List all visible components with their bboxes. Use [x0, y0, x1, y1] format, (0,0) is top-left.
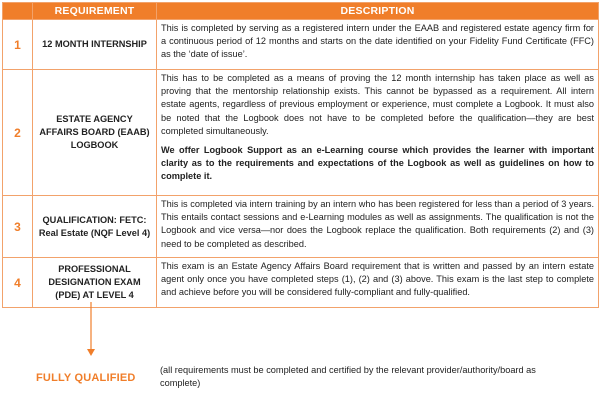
- row-description: [157, 20, 599, 70]
- row-requirement: QUALIFICATION: FETC: Real Estate (NQF Level 4): [33, 196, 157, 258]
- row-number: 3: [3, 196, 33, 258]
- table-row: [3, 196, 599, 258]
- description-highlight: We offer Logbook Support as an e-Learning course which provides the learner with important clarity as to the requirements and expectations of the Logbook as well as guidelines on how to complete it.: [161, 145, 594, 182]
- row-number: 1: [3, 20, 33, 70]
- down-arrow-icon: [85, 302, 97, 357]
- row-requirement: PROFESSIONAL DESIGNATION EXAM (PDE) AT LEVEL 4: [33, 258, 157, 308]
- header-requirement: REQUIREMENT: [33, 3, 157, 20]
- fully-qualified-label: FULLY QUALIFIED: [36, 372, 136, 384]
- header-number-cell: [3, 3, 33, 20]
- table-row: [3, 70, 599, 196]
- row-description: [157, 196, 599, 258]
- row-number: 2: [3, 70, 33, 196]
- requirements-table: [2, 2, 599, 308]
- row-description: [157, 258, 599, 308]
- row-number: 4: [3, 258, 33, 308]
- row-requirement: 12 MONTH INTERNSHIP: [33, 20, 157, 70]
- table-header-row: [3, 3, 599, 20]
- table-row: [3, 20, 599, 70]
- description-paragraph: This is completed by serving as a registered intern under the EAAB and registered estate agency firm for a continuous period of 12 months and starts on the date identified on your Fidelity Fund Certificate (FFC) as the ‘date of issue’.: [161, 23, 594, 60]
- table-row: [3, 258, 599, 308]
- description-paragraph: This is completed via intern training by an intern who has been registered for less than a period of 3 years. This entails contact sessions and e-Learning modules as well as assignments. The qualification is not the Logbook and vice versa—nor does the Logbook replace the qualification. Both requirements (2) and (3) need to be completed as described.: [161, 199, 594, 249]
- description-paragraph: This has to be completed as a means of proving the 12 month internship has taken place as well as proving that the mentorship relationship exists. This cannot be bypassed as a requirement. All intern estate agents, regardless of previous employment or experience, must complete a Logbook. It must also be noted that the Logbook does not have to be completed before the qualification—they are best completed simultaneously.: [161, 73, 594, 136]
- row-description: [157, 70, 599, 196]
- header-description: DESCRIPTION: [157, 3, 599, 20]
- fully-qualified-note: (all requirements must be completed and certified by the relevant provider/authority/board as complete): [160, 365, 536, 388]
- row-requirement: ESTATE AGENCY AFFAIRS BOARD (EAAB) LOGBOOK: [33, 70, 157, 196]
- description-paragraph: This exam is an Estate Agency Affairs Board requirement that is written and passed by an intern estate agent only once you have completed steps (1), (2) and (3) above. This exam is the last step to complete and achieve before you will be considered fully-compliant and fully-qualified.: [161, 261, 594, 298]
